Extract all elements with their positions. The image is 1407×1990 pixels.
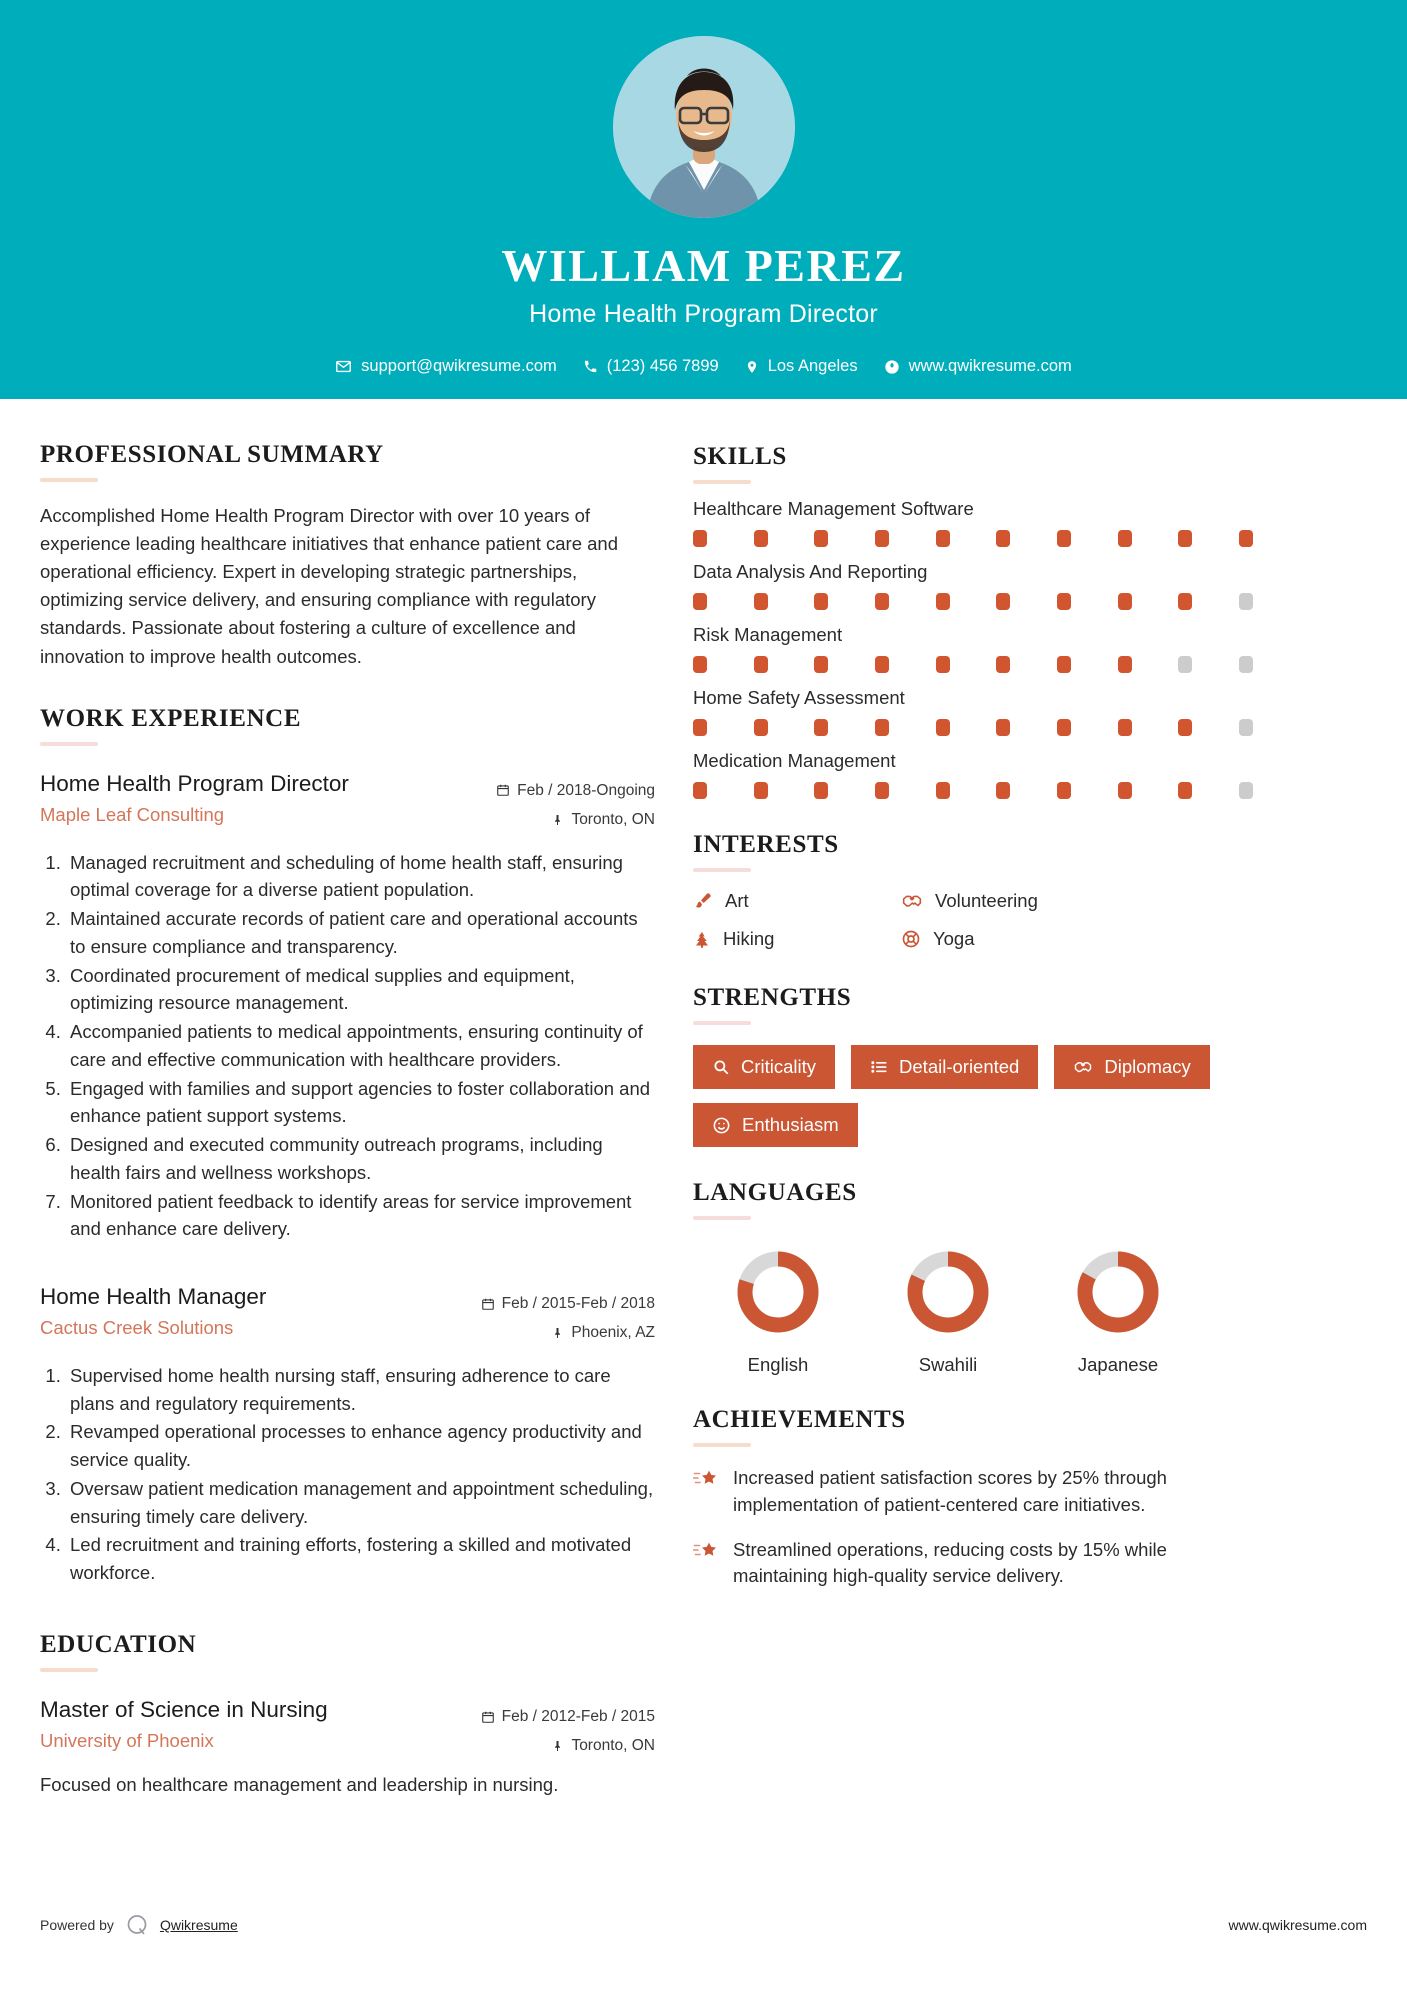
section-heading-strengths: STRENGTHS <box>693 984 852 1011</box>
section-rule <box>693 1021 751 1025</box>
job-location-line <box>481 1318 655 1347</box>
powered-by-block <box>40 1912 238 1938</box>
job-duty: 4. Led recruitment and training efforts, fostering a skilled and motivated workforce. <box>66 1531 655 1587</box>
education-date: Feb / 2012-Feb / 2015 <box>501 1707 655 1725</box>
skill-dot <box>1239 719 1253 736</box>
skill-item <box>693 750 1253 799</box>
job-duties-list <box>66 1362 655 1587</box>
footer-website-url: www.qwikresume.com <box>1228 1917 1367 1933</box>
skill-dot <box>1118 593 1132 610</box>
candidate-title: Home Health Program Director <box>529 300 878 329</box>
skill-dot <box>996 656 1010 673</box>
skill-dot <box>875 593 889 610</box>
work-entry-header <box>40 770 655 835</box>
section-heading-skills: SKILLS <box>693 443 787 470</box>
school-name: University of Phoenix <box>40 1730 214 1752</box>
section-heading-education: EDUCATION <box>40 1630 197 1658</box>
job-role: Home Health Manager <box>40 1284 267 1310</box>
skill-dot <box>1057 719 1071 736</box>
skill-dot <box>754 782 768 799</box>
interests-grid <box>693 890 1253 950</box>
envelope-icon <box>335 358 352 375</box>
section-strengths <box>693 984 1253 1147</box>
section-rule <box>40 1668 98 1672</box>
skill-dot <box>754 719 768 736</box>
language-label: English <box>747 1354 809 1375</box>
job-company: Maple Leaf Consulting <box>40 803 225 825</box>
section-heading-work: WORK EXPERIENCE <box>40 704 302 732</box>
job-duty: 3. Oversaw patient medication management and appointment scheduling, ensuring timely care delivery. <box>66 1475 655 1531</box>
education-entry-meta <box>481 1696 655 1761</box>
job-duty: 6. Designed and executed community outreach programs, including health fairs and wellness workshops. <box>66 1131 655 1187</box>
skill-dot <box>1118 656 1132 673</box>
education-entry <box>40 1696 655 1799</box>
strength-label: Criticality <box>741 1056 817 1077</box>
skill-dot <box>996 593 1010 610</box>
job-location: Toronto, ON <box>571 811 655 829</box>
calendar-icon <box>481 1297 495 1311</box>
skill-label: Risk Management <box>693 624 843 645</box>
skill-dot <box>1118 719 1132 736</box>
work-entry-identity <box>40 770 496 826</box>
skill-dot <box>1239 782 1253 799</box>
left-column <box>40 441 655 1799</box>
skill-dot <box>996 719 1010 736</box>
skill-dot <box>814 593 828 610</box>
skill-rating <box>693 782 1253 799</box>
language-donut-chart <box>900 1244 996 1340</box>
job-location-line <box>496 805 655 834</box>
strength-chip-detail-oriented[interactable] <box>851 1045 1038 1089</box>
job-duty: 4. Accompanied patients to medical appointments, ensuring continuity of care and effective communication with healthcare providers. <box>66 1018 655 1074</box>
paintbrush-icon <box>693 891 713 911</box>
work-entry-header <box>40 1283 655 1348</box>
skill-dot <box>1178 530 1192 547</box>
language-donut-chart <box>730 1244 826 1340</box>
languages-list <box>693 1244 1253 1376</box>
skill-rating <box>693 593 1253 610</box>
skills-list <box>693 498 1253 799</box>
job-role: Home Health Program Director <box>40 770 349 796</box>
skill-dot <box>875 530 889 547</box>
skill-dot <box>1118 530 1132 547</box>
skill-dot <box>693 593 707 610</box>
skill-dot <box>693 530 707 547</box>
strengths-list <box>693 1045 1253 1147</box>
education-location: Toronto, ON <box>571 1737 655 1755</box>
language-donut-chart <box>1070 1244 1166 1340</box>
interest-item <box>693 890 901 912</box>
job-duty: 1. Supervised home health nursing staff, ensuring adherence to care plans and regulatory requirements. <box>66 1362 655 1418</box>
strength-label: Enthusiasm <box>742 1114 839 1135</box>
section-work-experience <box>40 705 655 1587</box>
strength-label: Diplomacy <box>1104 1056 1191 1077</box>
skill-dot <box>875 782 889 799</box>
skill-rating <box>693 719 1253 736</box>
skill-dot <box>875 719 889 736</box>
skill-item <box>693 498 1253 547</box>
interest-label: Yoga <box>933 928 975 949</box>
strength-chip-criticality[interactable] <box>693 1045 835 1089</box>
calendar-icon <box>481 1710 495 1724</box>
candidate-name: WILLIAM PEREZ <box>501 240 906 291</box>
education-entry-header <box>40 1696 655 1761</box>
resume-body <box>0 399 1407 1799</box>
job-duty: 2. Revamped operational processes to enhance agency productivity and service quality. <box>66 1418 655 1474</box>
interest-label: Hiking <box>723 928 775 949</box>
skill-dot <box>693 656 707 673</box>
calendar-icon <box>496 783 510 797</box>
contact-phone-text: (123) 456 7899 <box>606 357 719 376</box>
strength-label: Detail-oriented <box>899 1056 1020 1077</box>
section-skills <box>693 443 1253 799</box>
contact-email[interactable] <box>335 357 557 376</box>
smiley-icon <box>712 1116 731 1135</box>
section-languages <box>693 1179 1253 1376</box>
strength-chip-diplomacy[interactable] <box>1054 1045 1209 1089</box>
skill-rating <box>693 656 1253 673</box>
skill-dot <box>1178 782 1192 799</box>
map-pin-icon <box>745 359 759 375</box>
skill-dot <box>693 719 707 736</box>
work-entry <box>40 770 655 1243</box>
language-item <box>1033 1244 1203 1376</box>
skill-dot <box>814 719 828 736</box>
skill-dot <box>814 782 828 799</box>
contact-email-text: support@qwikresume.com <box>361 357 557 376</box>
skill-dot <box>1057 656 1071 673</box>
qwikresume-logo-icon <box>124 1912 150 1938</box>
contact-location[interactable] <box>745 357 858 376</box>
skill-dot <box>936 593 950 610</box>
interest-label: Art <box>725 890 749 911</box>
skill-item <box>693 687 1253 736</box>
skill-dot <box>1239 656 1253 673</box>
skill-dot <box>996 530 1010 547</box>
handshake-icon <box>1073 1058 1093 1076</box>
interest-item <box>901 890 1253 912</box>
interest-item <box>693 928 901 950</box>
summary-text: Accomplished Home Health Program Director with over 10 years of experience leading healthcare initiatives that enhance patient care and operational efficiency. Expert in developing strategic partnerships, optimizing service delivery, and ensuring compliance with regulatory standards. Passionate about fostering a culture of excellence and innovation to improve health outcomes. <box>40 505 619 667</box>
language-item <box>693 1244 863 1376</box>
achievement-text: Streamlined operations, reducing costs by 15% while maintaining high-quality service delivery. <box>733 1538 1167 1587</box>
pin-icon <box>552 1739 564 1753</box>
skill-dot <box>754 593 768 610</box>
pin-icon <box>552 813 564 827</box>
skill-item <box>693 624 1253 673</box>
section-rule <box>693 1443 751 1447</box>
skill-dot <box>936 656 950 673</box>
job-date: Feb / 2018-Ongoing <box>517 781 655 799</box>
skill-dot <box>1057 593 1071 610</box>
achievement-item <box>693 1465 1253 1519</box>
shooting-star-icon <box>693 1465 719 1490</box>
contact-location-text: Los Angeles <box>767 357 858 376</box>
globe-icon <box>884 359 900 375</box>
skill-dot <box>814 656 828 673</box>
handshake-icon <box>901 891 923 911</box>
section-interests <box>693 831 1253 950</box>
magnifier-icon <box>712 1058 730 1076</box>
skill-dot <box>1239 593 1253 610</box>
skill-label: Healthcare Management Software <box>693 498 974 519</box>
skill-dot <box>1178 719 1192 736</box>
work-entry-meta <box>496 770 655 835</box>
job-date-line <box>496 776 655 805</box>
contact-bar <box>335 357 1072 376</box>
section-heading-achievements: ACHIEVEMENTS <box>693 1406 906 1433</box>
section-heading-summary: PROFESSIONAL SUMMARY <box>40 441 384 468</box>
skill-dot <box>1118 782 1132 799</box>
contact-website[interactable] <box>884 357 1072 376</box>
job-duties-list <box>66 849 655 1244</box>
section-achievements <box>693 1406 1253 1590</box>
skill-label: Home Safety Assessment <box>693 687 905 708</box>
pin-icon <box>552 1326 564 1340</box>
work-entry-meta <box>481 1283 655 1348</box>
skill-dot <box>1239 530 1253 547</box>
education-location-line <box>481 1731 655 1760</box>
education-description: Focused on healthcare management and leadership in nursing. <box>40 1773 559 1795</box>
skill-dot <box>754 656 768 673</box>
skill-item <box>693 561 1253 610</box>
list-icon <box>870 1058 888 1076</box>
degree-title: Master of Science in Nursing <box>40 1696 328 1722</box>
powered-by-label: Powered by <box>40 1917 114 1933</box>
job-location: Phoenix, AZ <box>571 1324 655 1342</box>
skill-dot <box>754 530 768 547</box>
skill-label: Medication Management <box>693 750 896 771</box>
qwikresume-link[interactable]: Qwikresume <box>159 1917 238 1933</box>
contact-phone[interactable] <box>583 357 719 376</box>
section-rule <box>40 478 98 482</box>
strength-chip-enthusiasm[interactable] <box>693 1103 858 1147</box>
skill-dot <box>814 530 828 547</box>
resume-header <box>0 0 1407 399</box>
job-duty: 3. Coordinated procurement of medical supplies and equipment, optimizing resource management. <box>66 962 655 1018</box>
job-duty: 2. Maintained accurate records of patient care and operational accounts to ensure compliance and transparency. <box>66 905 655 961</box>
section-rule <box>40 742 98 746</box>
job-duty: 5. Engaged with families and support agencies to foster collaboration and enhance patient support systems. <box>66 1075 655 1131</box>
skill-label: Data Analysis And Reporting <box>693 561 928 582</box>
skill-dot <box>1178 656 1192 673</box>
skill-dot <box>875 656 889 673</box>
section-rule <box>693 868 751 872</box>
skill-dot <box>1057 782 1071 799</box>
phone-icon <box>583 359 598 374</box>
education-date-line <box>481 1702 655 1731</box>
skill-dot <box>936 719 950 736</box>
avatar <box>613 36 795 218</box>
skill-dot <box>1178 593 1192 610</box>
skill-dot <box>996 782 1010 799</box>
work-entry <box>40 1283 655 1587</box>
language-label: Swahili <box>918 1354 978 1375</box>
education-entry-identity <box>40 1696 481 1752</box>
work-entry-identity <box>40 1283 481 1339</box>
pine-tree-icon <box>693 929 711 950</box>
achievement-text: Increased patient satisfaction scores by 25% through implementation of patient-centered care initiatives. <box>733 1467 1167 1515</box>
resume-footer <box>0 1912 1407 1938</box>
job-company: Cactus Creek Solutions <box>40 1317 234 1339</box>
achievement-item <box>693 1537 1253 1591</box>
language-item <box>863 1244 1033 1376</box>
section-professional-summary <box>40 441 655 671</box>
skill-dot <box>936 782 950 799</box>
right-column <box>693 441 1253 1799</box>
section-heading-languages: LANGUAGES <box>693 1179 857 1206</box>
skill-dot <box>693 782 707 799</box>
skill-rating <box>693 530 1253 547</box>
contact-website-text: www.qwikresume.com <box>908 357 1072 376</box>
job-duty: 7. Monitored patient feedback to identify areas for service improvement and enhance care delivery. <box>66 1188 655 1244</box>
lifebuoy-icon <box>901 929 921 949</box>
section-rule <box>693 480 751 484</box>
skill-dot <box>1057 530 1071 547</box>
job-date: Feb / 2015-Feb / 2018 <box>501 1295 655 1313</box>
interest-label: Volunteering <box>935 890 1038 911</box>
skill-dot <box>936 530 950 547</box>
job-duty: 1. Managed recruitment and scheduling of home health staff, ensuring optimal coverage for a diverse patient population. <box>66 849 655 905</box>
shooting-star-icon <box>693 1537 719 1562</box>
section-heading-interests: INTERESTS <box>693 831 839 858</box>
language-label: Japanese <box>1077 1354 1159 1375</box>
interest-item <box>901 928 1253 950</box>
section-education <box>40 1631 655 1799</box>
job-date-line <box>481 1289 655 1318</box>
section-rule <box>693 1216 751 1220</box>
